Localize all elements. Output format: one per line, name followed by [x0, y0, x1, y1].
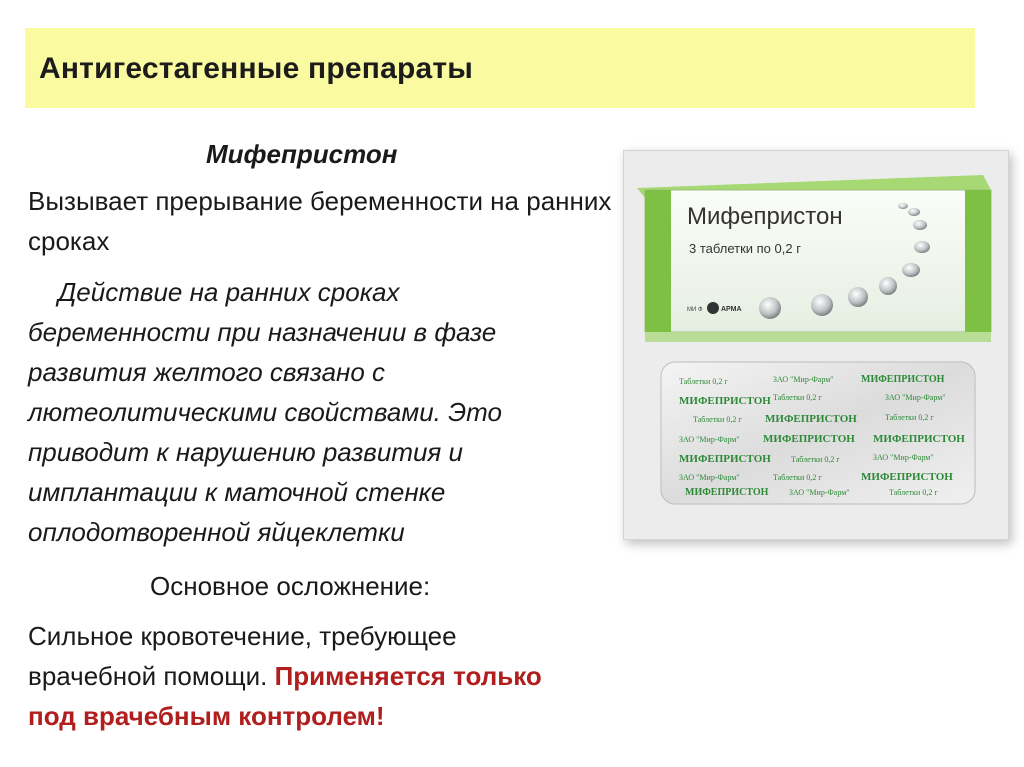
blister-pack	[661, 362, 975, 504]
tablet-icon	[898, 203, 908, 209]
blister-label: МИФЕПРИСТОН	[679, 395, 771, 407]
title-bar	[25, 28, 975, 108]
box-logo-small: МИ Ф	[687, 307, 703, 313]
blister-label: ЗАО "Мир-Фарм"	[873, 453, 934, 462]
blister-label: МИФЕПРИСТОН	[765, 413, 857, 425]
company-logo-icon	[707, 302, 719, 314]
mechanism-line: приводит к нарушению развития и	[28, 437, 464, 467]
blister-label: МИФЕПРИСТОН	[861, 374, 945, 385]
blister-label: Таблетки 0,2 г	[791, 455, 840, 464]
blister-label: МИФЕПРИСТОН	[679, 453, 771, 465]
slide-title: Антигестагенные препараты	[39, 52, 474, 85]
blister-label: МИФЕПРИСТОН	[763, 433, 855, 445]
bleeding-text: Сильное кровотечение, требующее врачебной помощи.	[28, 621, 457, 691]
mechanism-line: имплантации к маточной стенке	[28, 477, 446, 507]
tablet-icon	[913, 220, 927, 230]
tablet-icon	[848, 287, 868, 307]
blister-label: Таблетки 0,2 г	[679, 377, 728, 386]
box-logo: АРМА	[721, 306, 742, 313]
blister-label: МИФЕПРИСТОН	[861, 471, 953, 483]
tablet-icon	[811, 294, 833, 316]
warning-text: Применяется только под врачебным контролем!	[28, 661, 542, 731]
blister-label: Таблетки 0,2 г	[889, 488, 938, 497]
drug-package-photo	[623, 150, 1009, 540]
mechanism-line: развития желтого связано с	[28, 357, 386, 387]
box-green-stripe	[645, 190, 671, 332]
mechanism-text	[28, 272, 638, 552]
complication-text	[28, 616, 588, 736]
blister-label: МИФЕПРИСТОН	[873, 433, 965, 445]
tablet-icon	[759, 297, 781, 319]
blister-label: Таблетки 0,2 г	[693, 415, 742, 424]
drug-name-heading: Мифепристон	[206, 139, 398, 169]
complication-heading: Основное осложнение:	[150, 571, 431, 601]
package-illustration	[623, 150, 1009, 540]
medicine-box	[637, 175, 991, 342]
blister-label: Таблетки 0,2 г	[773, 393, 822, 402]
mechanism-line: лютеолитическими свойствами. Это	[28, 397, 502, 427]
mechanism-line: беременности при назначении в фазе	[28, 317, 497, 347]
box-green-stripe	[965, 190, 991, 332]
blister-label: ЗАО "Мир-Фарм"	[679, 435, 740, 444]
blister-label: Таблетки 0,2 г	[773, 473, 822, 482]
blister-label: Таблетки 0,2 г	[885, 413, 934, 422]
box-drug-name: Мифепристон	[687, 203, 843, 230]
blister-label: ЗАО "Мир-Фарм"	[789, 488, 850, 497]
mechanism-line: оплодотворенной яйцеклетки	[28, 517, 405, 547]
tablet-icon	[908, 208, 920, 216]
box-dose: 3 таблетки по 0,2 г	[689, 241, 801, 256]
tablet-icon	[879, 277, 897, 295]
blister-label: ЗАО "Мир-Фарм"	[679, 473, 740, 482]
tablet-icon	[902, 263, 920, 277]
blister-label: ЗАО "Мир-Фарм"	[773, 375, 834, 384]
tablet-icon	[914, 241, 930, 253]
blister-label: МИФЕПРИСТОН	[685, 487, 769, 498]
blister-label: ЗАО "Мир-Фарм"	[885, 393, 946, 402]
effect-text: Вызывает прерывание беременности на ранних сроках	[28, 186, 612, 256]
mechanism-line: Действие на ранних сроках	[58, 277, 400, 307]
